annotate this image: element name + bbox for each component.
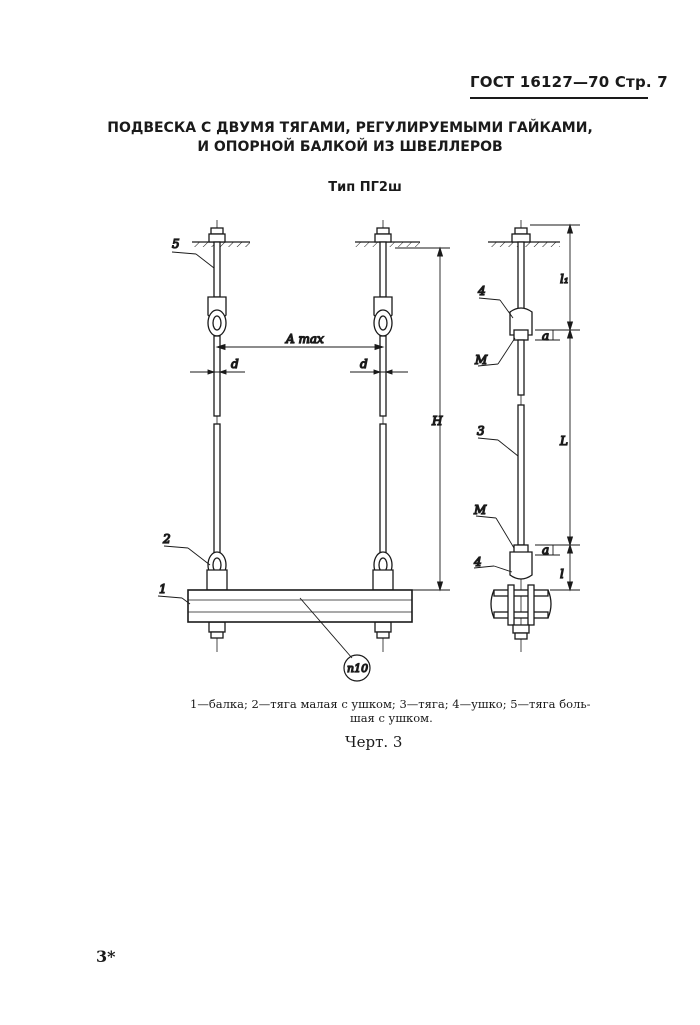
label-l1: l₁ xyxy=(560,272,569,286)
label-pos3: 3 xyxy=(477,424,485,438)
label-pos1: 1 xyxy=(159,582,167,596)
ceiling-right xyxy=(355,242,420,247)
label-H: H xyxy=(432,414,443,428)
label-n10: п10 xyxy=(347,662,369,675)
title-line-1: ПОДВЕСКА С ДВУМЯ ТЯГАМИ, РЕГУЛИРУЕМЫМИ ГАЙКАМИ, xyxy=(107,120,593,136)
right-rod-assembly xyxy=(373,220,393,652)
legend xyxy=(190,697,600,725)
label-M-bottom: M xyxy=(474,503,487,517)
document-header: ГОСТ 16127—70 Стр. 7 xyxy=(470,73,668,91)
label-a-top: a xyxy=(542,329,550,343)
label-a-bottom: a xyxy=(542,543,550,557)
title-line-2: И ОПОРНОЙ БАЛКОЙ ИЗ ШВЕЛЛЕРОВ xyxy=(197,139,503,155)
label-l: l xyxy=(560,567,564,581)
left-rod-assembly xyxy=(207,220,227,652)
page-mark: 3* xyxy=(96,947,116,966)
label-pos4-top: 4 xyxy=(478,284,486,298)
label-L: L xyxy=(560,434,568,448)
dimension-d-right xyxy=(350,370,408,374)
legend-line-1: 1—балка; 2—тяга малая с ушком; 3—тяга; 4—ушко; 5—тяга боль- xyxy=(190,697,591,711)
dimension-side xyxy=(530,225,580,590)
side-view-assembly xyxy=(491,220,551,652)
label-d-right: d xyxy=(360,357,368,371)
type-label: Тип ПГ2ш xyxy=(328,180,402,195)
label-d-left: d xyxy=(231,357,239,371)
figure-caption: Черт. 3 xyxy=(345,733,403,751)
label-pos2: 2 xyxy=(163,532,171,546)
label-M-top: M xyxy=(475,353,488,367)
label-amax: A max xyxy=(286,332,324,346)
label-pos5: 5 xyxy=(172,237,180,251)
ceiling-left xyxy=(192,242,250,247)
label-pos4-bottom: 4 xyxy=(474,555,482,569)
legend-line-2: шая с ушком. xyxy=(350,711,433,725)
